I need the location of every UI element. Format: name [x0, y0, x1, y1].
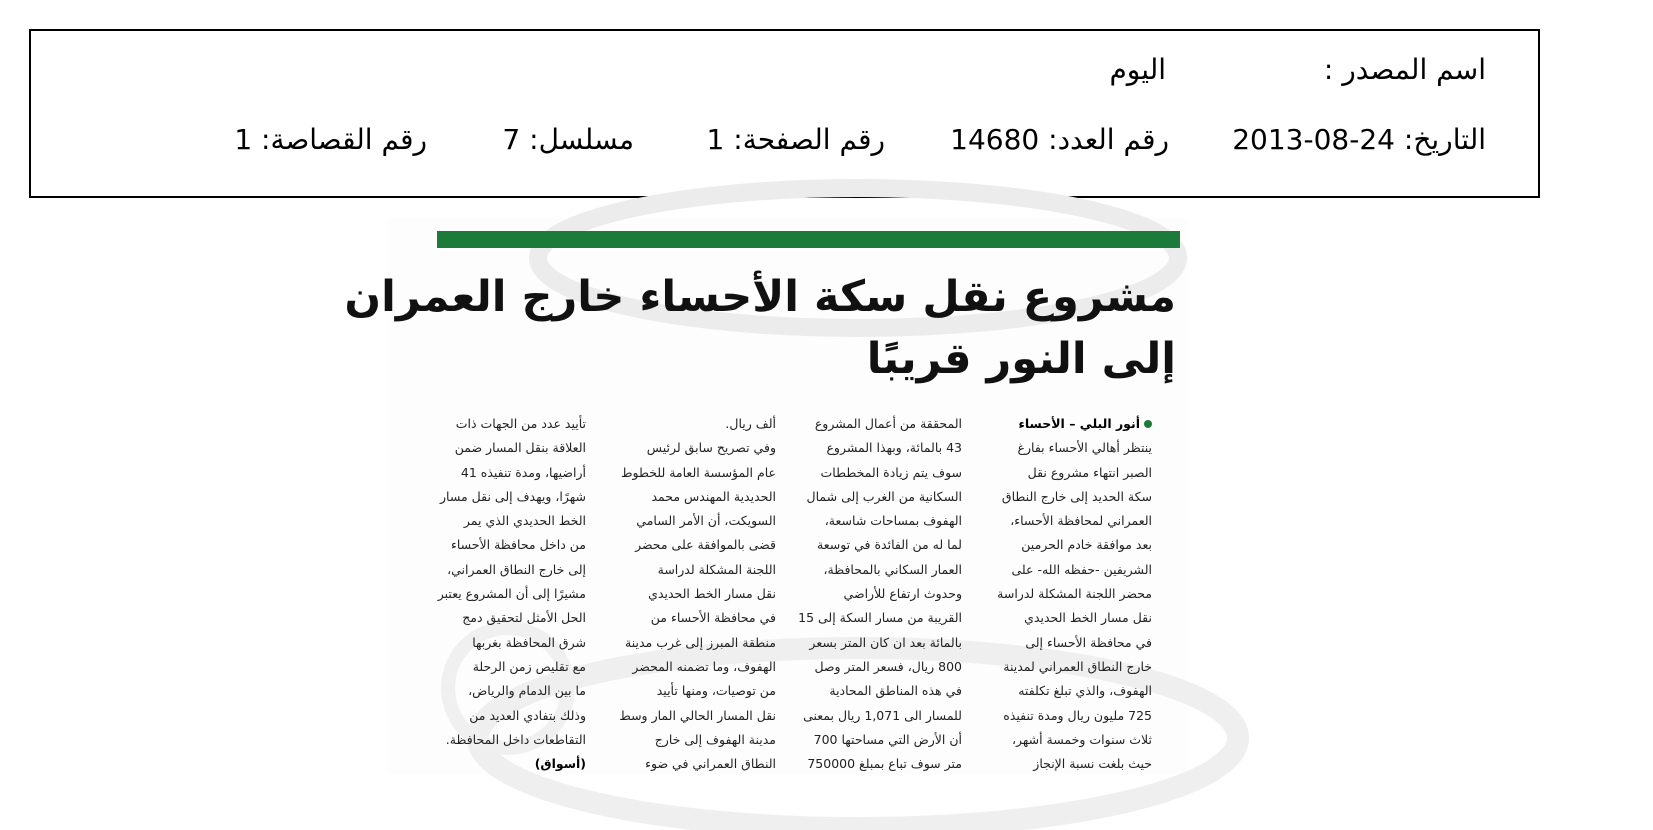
column-line: لما له من الفائدة في توسعة: [817, 537, 962, 553]
column-line: في هذه المناطق المحادية: [829, 683, 962, 699]
column-line: الهفوف بمساحات شاسعة،: [824, 513, 962, 529]
column-line: نقل مسار الخط الحديدي: [648, 586, 776, 602]
clipping-metadata-box: [29, 29, 1540, 198]
column-line: مع تقليص زمن الرحلة: [472, 658, 586, 674]
column-line: 725 مليون ريال ومدة تنفيذه: [1003, 707, 1152, 723]
column-line: العلاقة بنقل المسار ضمن: [454, 440, 586, 456]
column-line: خارج النطاق العمراني لمدينة: [1003, 658, 1152, 674]
column-line: النطاق العمراني في ضوء: [645, 756, 776, 772]
column-line: الشريفين -حفظه الله- على: [1011, 561, 1152, 577]
issue-number-field: رقم العدد: 14680: [950, 123, 1169, 156]
column-line: حيث بلغت نسبة الإنجاز: [1033, 756, 1152, 772]
column-line: العمراني لمحافظة الأحساء،: [1010, 513, 1152, 529]
column-line: اللجنة المشكلة لدراسة: [657, 561, 776, 577]
column-line: 800 ريال، فسعر المتر وصل: [814, 658, 962, 674]
column-line: متر سوف تباع بمبلغ 750000: [807, 756, 962, 772]
column-line: السكانية من الغرب إلى شمال: [806, 488, 962, 504]
column-line: العمار السكاني بالمحافظة،: [823, 561, 962, 577]
column-line: منطقة المبرز إلى غرب مدينة: [625, 634, 776, 650]
page-number-field: رقم الصفحة: 1: [706, 123, 885, 156]
column-line: من توصيات، ومنها تأييد: [656, 683, 776, 699]
column-line: ما بين الدمام والرياض،: [468, 683, 586, 699]
column-line: بالمائة بعد ان كان المتر بسعر: [809, 634, 962, 650]
column-line: إلى خارج النطاق العمراني،: [447, 561, 586, 577]
column-line: المحققة من أعمال المشروع: [814, 416, 962, 431]
clip-number-field: رقم القصاصة: 1: [234, 123, 427, 156]
column-line: وحدوث ارتفاع للأراضي: [843, 586, 962, 602]
article-column-3: [619, 412, 776, 776]
column-line: الهفوف، والذي تبلغ تكلفته: [1018, 683, 1152, 699]
column-line: للمسار الى 1,071 ريال بمعنى: [803, 707, 962, 723]
source-tag: (أسواق): [534, 756, 586, 772]
headline-accent-bar: [437, 231, 1180, 248]
column-line: تأييد عدد من الجهات ذات: [455, 416, 586, 431]
column-line: التقاطعات داخل المحافظة.: [445, 731, 586, 747]
column-line: في محافظة الأحساء إلى: [1025, 634, 1152, 650]
date-field: التاريخ: 24-08-2013: [1232, 123, 1486, 156]
column-line: وفي تصريح سابق لرئيس: [646, 440, 776, 456]
article-column-2: [798, 412, 962, 776]
article-column-4: [434, 412, 586, 776]
column-line: القريبة من مسار السكة إلى 15: [798, 610, 962, 626]
column-line: من داخل محافظة الأحساء: [450, 537, 586, 553]
column-line: أراضيها، ومدة تنفيذه 41: [460, 464, 586, 480]
column-line: سوف يتم زيادة المخططات: [820, 464, 962, 480]
article-column-1: [997, 412, 1152, 776]
column-line: عام المؤسسة العامة للخطوط: [620, 464, 776, 480]
column-line: قضى بالموافقة على محضر: [635, 537, 776, 553]
source-label: اسم المصدر :: [1323, 53, 1486, 86]
article-headline-line-2: إلى النور قريبًا: [866, 334, 1176, 384]
column-line: أن الأرض التي مساحتها 700: [813, 731, 962, 747]
column-line: الحديدية المهندس محمد: [651, 488, 776, 504]
column-line: محضر اللجنة المشكلة لدراسة: [997, 586, 1152, 602]
column-line: السويكت، أن الأمر السامي: [636, 513, 776, 529]
column-line: شهرًا، ويهدف إلى نقل مسار: [440, 488, 586, 504]
column-line: بعد موافقة خادم الحرمين: [1021, 537, 1152, 553]
column-line: الهفوف، وما تضمنه المحضر: [632, 658, 776, 674]
column-line: 43 بالمائة، وبهذا المشروع: [826, 440, 962, 456]
column-line: وذلك بتفادي العديد من: [469, 707, 586, 723]
column-line: ينتظر أهالي الأحساء بفارغ: [1017, 440, 1152, 456]
serial-field: مسلسل: 7: [502, 123, 634, 156]
column-line: في محافظة الأحساء من: [650, 610, 776, 626]
article-headline-line-1: مشروع نقل سكة الأحساء خارج العمران: [344, 272, 1176, 322]
column-line: ثلاث سنوات وخمسة أشهر،: [1011, 731, 1152, 747]
column-line: مشيرًا إلى أن المشروع يعتبر: [437, 586, 586, 602]
column-line: الخط الحديدي الذي يمر: [463, 513, 586, 529]
byline: أنور البلي – الأحساء: [1000, 412, 1152, 436]
column-line: نقل المسار الحالي المار وسط: [619, 707, 776, 723]
newspaper-clipping: [344, 218, 1188, 774]
source-value: اليوم: [1109, 53, 1166, 86]
column-line: مدينة الهفوف إلى خارج: [654, 731, 776, 747]
column-line: سكة الحديد إلى خارج النطاق: [1001, 488, 1152, 504]
column-line: الحل الأمثل لتحقيق دمج: [462, 610, 586, 626]
column-line: نقل مسار الخط الحديدي: [1024, 610, 1152, 626]
column-line: الصبر انتهاء مشروع نقل: [1027, 464, 1152, 480]
column-line: شرق المحافظة بغربها: [472, 634, 586, 650]
column-line: ألف ريال.: [725, 416, 776, 431]
bullet-icon: [1144, 420, 1152, 428]
